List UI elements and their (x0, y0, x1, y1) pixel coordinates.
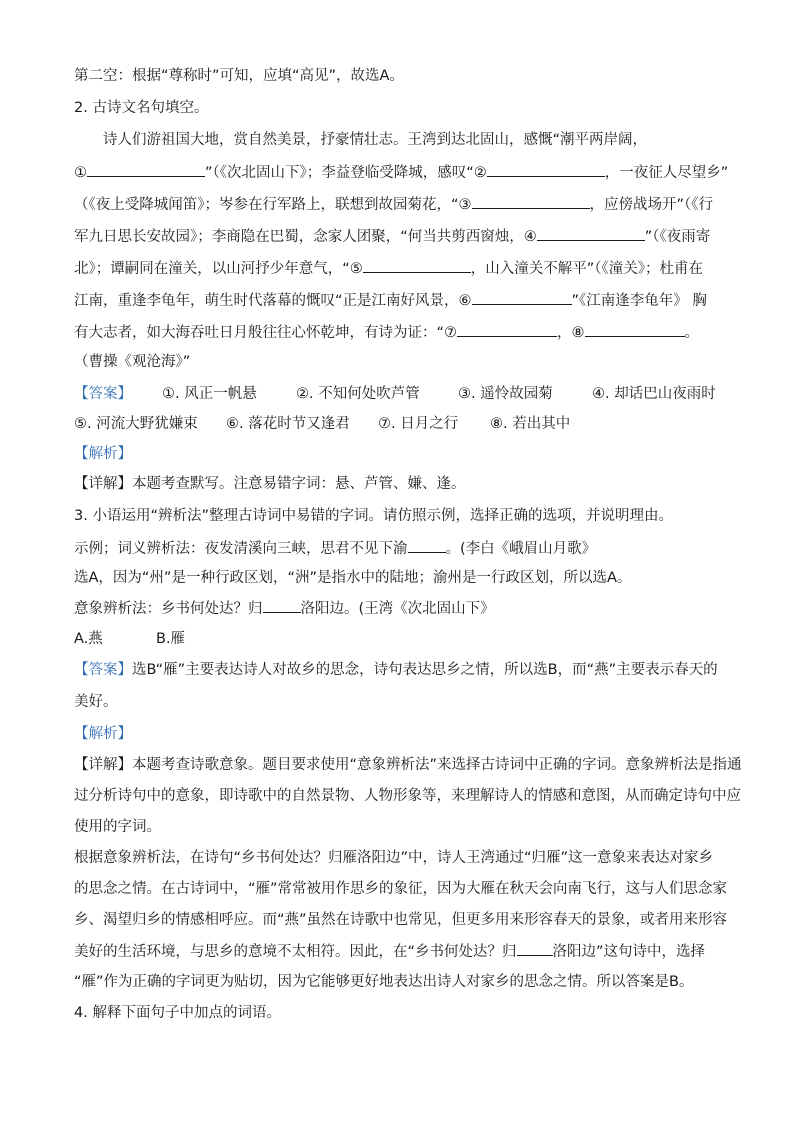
text-line: 示例；词义辨析法：夜发清溪向三峡，思君不见下渝 。(李白《峨眉山月歌》 (74, 538, 596, 559)
text-line: 的思念之情。在古诗词中，“雁”常常被用作思乡的象征，因为大雁在秋天会向南飞行，这与人们思念家 (74, 881, 728, 897)
blank-1 (87, 162, 205, 177)
option-b: B.雁 (156, 631, 186, 647)
blank-4 (537, 226, 645, 241)
blank-6 (472, 290, 572, 305)
text-line: （《夜上受降城闻笛》；岑参在行军路上，联想到故园菊花，“③ ，应傍战场开”（《行 (74, 194, 713, 215)
text-line: 过分析诗句中的意象，即诗歌中的自然景物、人物形象等，来理解诗人的情感和意图，从而确定诗句中应 (74, 788, 741, 804)
text-line: 意象辨析法：乡书何处达？归 洛阳边。(王湾《次北固山下》 (74, 598, 495, 619)
blank-2 (487, 162, 605, 177)
answer-label: 【答案】 (74, 386, 132, 402)
answer-label: 【答案】 (74, 662, 132, 678)
answer-line: 【答案】选B“雁”主要表达诗人对故乡的思念，诗句表达思乡之情，所以选B，而“燕”主要表示春天的 (74, 662, 718, 678)
text-line: 乡、渴望归乡的情感相呼应。而“燕”虽然在诗歌中也常见，但更多用来形容春天的景象，或者用来形容 (74, 912, 728, 928)
text-line: 军九日思长安故园》；李商隐在巴蜀，念家人团聚，“何当共剪西窗烛，④ ”（《夜雨寄 (74, 226, 710, 247)
option-a: A.燕 (74, 631, 103, 647)
text-line: 江南，重逢李龟年，萌生时代落幕的慨叹“正是江南好风景，⑥ ”《江南逢李龟年》 胸 (74, 290, 707, 311)
answer-item: ①. 风正一帆悬 (162, 386, 257, 402)
blank-7 (457, 322, 557, 337)
answer-item: ⑤. 河流大野犹嫌束 (74, 416, 198, 432)
blank (263, 598, 301, 613)
text-line: 使用的字词。 (74, 819, 161, 835)
blank (408, 538, 446, 553)
answer-item: ⑥. 落花时节又逢君 (226, 416, 350, 432)
text-line: 有大志者，如大海吞吐日月般往往心怀乾坤，有诗为证：“⑦ ，⑧ 。 (74, 322, 699, 343)
analysis-label: 【解析】 (74, 446, 132, 462)
text-line: 选A，因为“州”是一种行政区划，“洲”是指水中的陆地；渝州是一行政区划，所以选A。 (74, 570, 632, 586)
text-line: 美好。 (74, 694, 118, 710)
answer-item: ⑦. 日月之行 (378, 416, 459, 432)
text-line: “雁”作为正确的字词更为贴切，因为它能够更好地表达出诗人对家乡的思念之情。所以答案是B。 (74, 974, 694, 990)
text-line: 根据意象辨析法，在诗句“乡书何处达？归雁洛阳边”中，诗人王湾通过“归雁”这一意象来表达对家乡 (74, 850, 714, 866)
detail-text: 【详解】本题考查默写。注意易错字词：悬、芦管、嫌、逢。 (74, 476, 466, 492)
analysis-label: 【解析】 (74, 726, 132, 742)
answer-item: ④. 却话巴山夜雨时 (592, 386, 716, 402)
question-3-title: 3. 小语运用“辨析法”整理古诗词中易错的字词。请仿照示例，选择正确的选项，并说明理由。 (74, 508, 673, 524)
text-line: 北》；谭嗣同在潼关，以山河抒少年意气，“⑤ ，山入潼关不解平”（《潼关》；杜甫在 (74, 258, 703, 279)
text-line: 诗人们游祖国大地，赏自然美景，抒豪情壮志。王湾到达北固山，感慨“潮平两岸阔， (103, 132, 648, 148)
blank (517, 941, 553, 956)
text-line: （曹操《观沧海》” (74, 354, 191, 370)
question-4-title: 4. 解释下面句子中加点的词语。 (74, 1005, 281, 1021)
answer-item: ③. 遥怜故园菊 (458, 386, 553, 402)
question-2-title: 2. 古诗文名句填空。 (74, 100, 209, 116)
text-line: 美好的生活环境，与思乡的意境不太相符。因此，在“乡书何处达？归 洛阳边”这句诗中，选择 (74, 941, 705, 962)
text-line: 【详解】本题考查诗歌意象。题目要求使用“意象辨析法”来选择古诗词中正确的字词。意象辨析法是指通 (74, 757, 742, 773)
blank-8 (585, 322, 685, 337)
answer-item: ⑧. 若出其中 (490, 416, 571, 432)
answer-item: ②. 不知何处吹芦管 (296, 386, 420, 402)
text-line: ① ”（《次北固山下》；李益登临受降城，感叹“② ，一夜征人尽望乡” (74, 162, 728, 183)
blank-5 (363, 258, 471, 273)
blank-3 (472, 194, 590, 209)
text-line: 第二空：根据“尊称时”可知，应填“高见”，故选A。 (74, 68, 404, 84)
